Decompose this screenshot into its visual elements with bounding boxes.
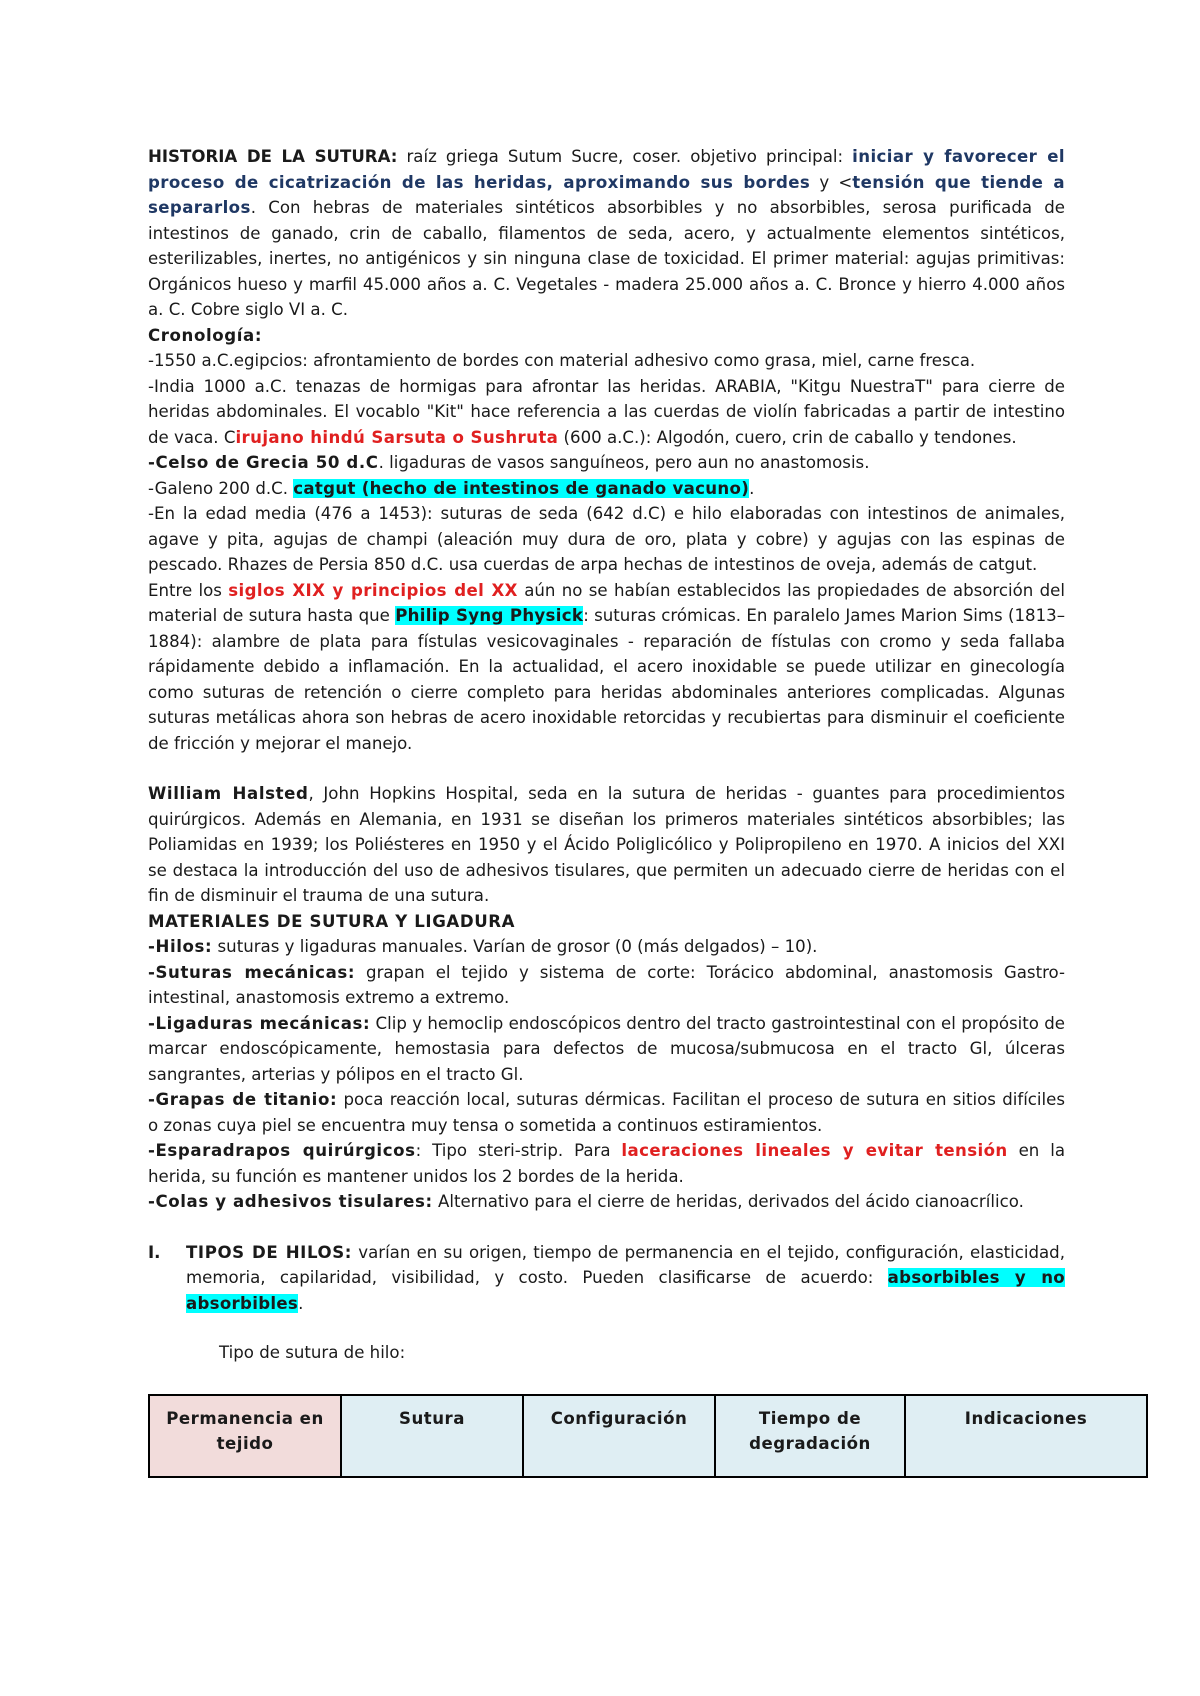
section-thread-types bbox=[148, 1240, 1065, 1317]
halsted-paragraph: William Halsted, John Hopkins Hospital, seda en la sutura de heridas - guantes para procedimientos quirúrgicos. Además en Alemania, en 1931 se diseñan los primeros materiales sintéticos absorbibles; las Poliamidas en 1939; los Poliésteres en 1950 y el Ácido Poliglicólico y Polipropileno en 1970. A inicios del XXI se destaca la introducción del uso de adhesivos tisulares, que permiten un adecuado cierre de heridas con el fin de disminuir el trauma de una sutura. bbox=[148, 784, 1065, 905]
document-page bbox=[148, 144, 1088, 1478]
materials-heading: MATERIALES DE SUTURA Y LIGADURA bbox=[148, 911, 516, 931]
catgut-highlight: catgut (hecho de intestinos de ganado vacuno) bbox=[293, 478, 750, 498]
table-header-row bbox=[149, 1395, 1147, 1477]
history-paragraph: HISTORIA DE LA SUTURA: raíz griega Sutum Sucre, coser. objetivo principal: iniciar y favorecer el proceso de cicatrización de las heridas, aproximando sus bordes y <tensión que tiende a separarlos. Con hebras de materiales sintéticos absorbibles y no absorbibles, serosa purificada de intestinos de ganado, crin de caballo, filamentos de seda, acero, y actualmente elementos sintéticos, esterilizables, inertes, no antigénicos y sin ninguna clase de toxicidad. El primer material: agujas primitivas: Orgánicos hueso y marfil 45.000 años a. C. Vegetales - madera 25.000 años a. C. Bronce y hierro 4.000 años a. C. Cobre siglo VI a. C. bbox=[148, 147, 1066, 319]
sushruta-highlight: irujano hindú Sarsuta o Sushruta bbox=[235, 427, 559, 447]
chronology-item: Entre los siglos XIX y principios del XX aún no se habían establecidos las propiedades de absorción del material de sutura hasta que Philip Syng Physick: suturas crómicas. En paralelo James Marion Sims (1813–1884): alambre de plata para fístulas vesicovaginales - reparación de fístulas con cromo y seda fallaba rápidamente debido a inflamación. En la actualidad, el acero inoxidable se puede utilizar en ginecología como suturas de retención o cierre completo para heridas abdominales anteriores complicadas. Algunas suturas metálicas ahora son hebras de acero inoxidable retorcidas y recubiertas para disminuir el coeficiente de fricción y mejorar el manejo. bbox=[148, 580, 1066, 753]
list-body: TIPOS DE HILOS: varían en su origen, tiempo de permanencia en el tejido, configuración, elasticidad, memoria, capilaridad, visibilidad, y costo. Pueden clasificarse de acuerdo: absorbibles y no absorbibles. bbox=[186, 1242, 1066, 1313]
subtitle-thread-type: Tipo de sutura de hilo: bbox=[219, 1343, 406, 1362]
table-header-cell: Permanencia en tejido bbox=[149, 1395, 341, 1477]
material-item: -Suturas mecánicas: grapan el tejido y sistema de corte: Torácico abdominal, anastomosis Gastro-intestinal, anastomosis extremo a extremo. bbox=[148, 962, 1065, 1007]
material-item: -Hilos: suturas y ligaduras manuales. Varían de grosor (0 (más delgados) – 10). bbox=[148, 937, 818, 956]
material-item: -Colas y adhesivos tisulares: Alternativo para el cierre de heridas, derivados del ácido cianoacrílico. bbox=[148, 1192, 1024, 1211]
centuries-highlight: siglos XIX y principios del XX bbox=[228, 580, 518, 600]
table-header-cell: Configuración bbox=[523, 1395, 715, 1477]
physick-highlight: Philip Syng Physick bbox=[395, 606, 584, 625]
lacerations-highlight: laceraciones lineales y evitar tensión bbox=[621, 1141, 1008, 1160]
material-item: -Ligaduras mecánicas: Clip y hemoclip endoscópicos dentro del tracto gastrointestinal con el propósito de marcar endoscópicamente, hemostasia para defectos de mucosa/submucosa en el tracto Gl, úlceras sangrantes, arterias y pólipos en el tracto Gl. bbox=[148, 1013, 1065, 1084]
material-item: -Grapas de titanio: poca reacción local, suturas dérmicas. Facilitan el proceso de sutura en sitios difíciles o zonas cuya piel se encuentra muy tensa o sometida a continuos estiramientos. bbox=[148, 1090, 1066, 1135]
table-header-cell: Tiempo de degradación bbox=[715, 1395, 905, 1477]
highlight-tension: tensión que tiende a separarlos bbox=[148, 172, 1066, 217]
thread-types-heading: TIPOS DE HILOS: bbox=[186, 1242, 353, 1262]
chronology-item: -Galeno 200 d.C. catgut (hecho de intestinos de ganado vacuno). bbox=[148, 478, 755, 498]
highlight-objective: iniciar y favorecer el proceso de cicatrización de las heridas, aproximando sus bordes bbox=[148, 147, 1065, 192]
chronology-item: -India 1000 a.C. tenazas de hormigas para afrontar las heridas. ARABIA, "Kitgu NuestraT" para cierre de heridas abdominales. El vocablo "Kit" hace referencia a las cuerdas de violín fabricadas a partir de intestino de vaca. Cirujano hindú Sarsuta o Sushruta (600 a.C.): Algodón, cuero, crin de caballo y tendones. bbox=[148, 376, 1065, 447]
material-item: -Esparadrapos quirúrgicos: Tipo steri-strip. Para laceraciones lineales y evitar tensión en la herida, su función es mantener unidos los 2 bordes de la herida. bbox=[148, 1141, 1065, 1186]
list-number: I. bbox=[148, 1242, 161, 1262]
chronology-item: -1550 a.C.egipcios: afrontamiento de bordes con material adhesivo como grasa, miel, carne fresca. bbox=[148, 351, 976, 370]
chronology-item: -En la edad media (476 a 1453): suturas de seda (642 d.C) e hilo elaboradas con intestinos de animales, agave y pita, agujas de champi (aleación muy dura de oro, plata y cobre) y agujas con las espinas de pescado. Rhazes de Persia 850 d.C. usa cuerdas de arpa hechas de intestinos de oveja, además de catgut. bbox=[148, 504, 1065, 574]
table-header-cell: Indicaciones bbox=[905, 1395, 1147, 1477]
table-header-cell: Sutura bbox=[341, 1395, 523, 1477]
history-heading: HISTORIA DE LA SUTURA: bbox=[148, 147, 398, 166]
suture-table bbox=[148, 1394, 1148, 1478]
absorbable-highlight: absorbibles y no absorbibles bbox=[186, 1268, 1066, 1313]
halsted-name: William Halsted bbox=[148, 784, 309, 803]
chronology-heading: Cronología: bbox=[148, 325, 263, 345]
chronology-item: -Celso de Grecia 50 d.C. ligaduras de vasos sanguíneos, pero aun no anastomosis. bbox=[148, 453, 870, 472]
